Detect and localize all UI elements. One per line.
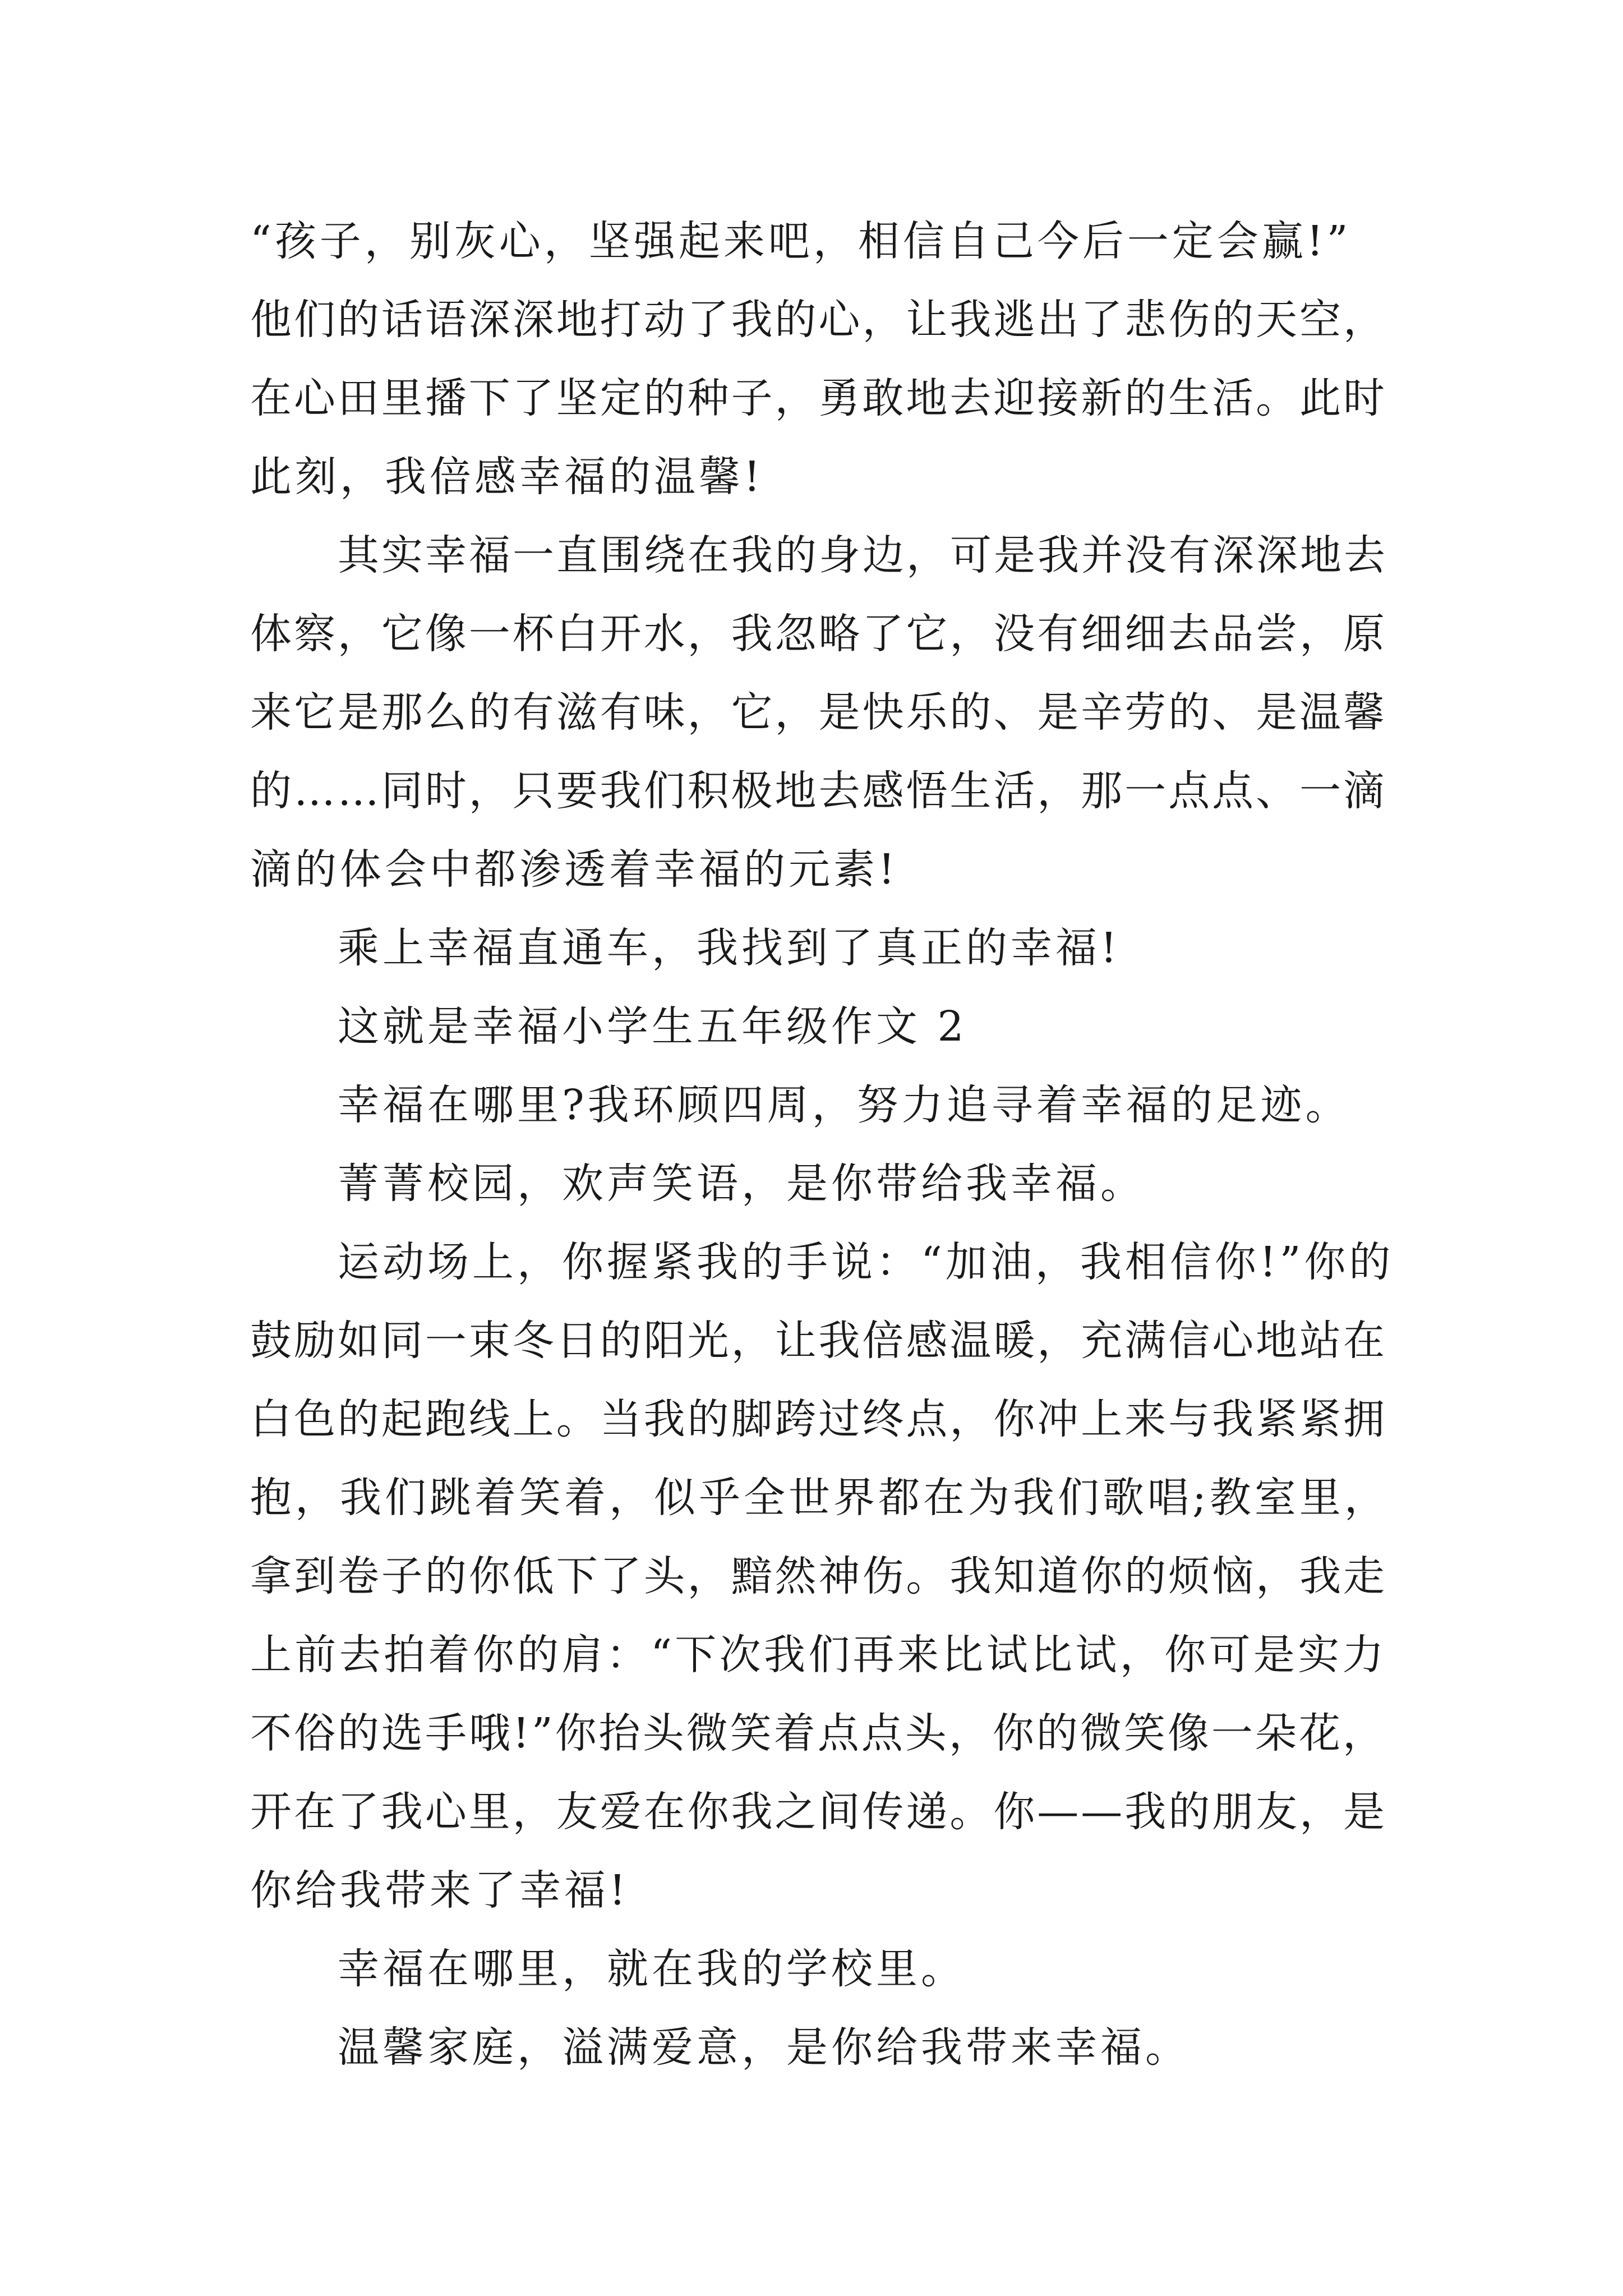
text-line: 不俗的选手哦!”你抬头微笑着点点头，你的微笑像一朵花， (250, 1709, 1387, 1757)
text-line: 在心田里播下了坚定的种子，勇敢地去迎接新的生活。此时 (250, 374, 1387, 422)
text-line: 拿到卷子的你低下了头，黯然神伤。我知道你的烦恼，我走 (250, 1552, 1387, 1600)
text-line: 幸福在哪里，就在我的学校里。 (338, 1945, 966, 1993)
text-line: 菁菁校园，欢声笑语，是你带给我幸福。 (338, 1159, 1145, 1208)
text-line: 此刻，我倍感幸福的温馨! (250, 453, 764, 501)
section-heading: 这就是幸福小学生五年级作文 2 (338, 1002, 967, 1051)
text-line: 抱，我们跳着笑着，似乎全世界都在为我们歌唱;教室里， (250, 1474, 1389, 1522)
text-line: 你给我带来了幸福! (250, 1866, 629, 1915)
text-line: 幸福在哪里?我环顾四周，努力追寻着幸福的足迹。 (338, 1081, 1350, 1129)
text-line: 滴的体会中都渗透着幸福的元素! (250, 845, 898, 894)
text-line: 的……同时，只要我们积极地去感悟生活，那一点点、一滴 (250, 767, 1387, 815)
essay-text-block (250, 202, 1394, 2087)
text-line: 开在了我心里，友爱在你我之间传递。你——我的朋友，是 (250, 1788, 1387, 1836)
text-line: 运动场上，你握紧我的手说：“加油，我相信你!”你的 (338, 1238, 1394, 1286)
text-line: “孩子，别灰心，坚强起来吧，相信自己今后一定会赢!” (250, 217, 1352, 265)
text-line: 乘上幸福直通车，我找到了真正的幸福! (338, 924, 1121, 972)
text-line: 其实幸福一直围绕在我的身边，可是我并没有深深地去 (338, 531, 1387, 579)
text-line: 温馨家庭，溢满爱意，是你给我带来幸福。 (338, 2023, 1190, 2072)
text-line: 鼓励如同一束冬日的阳光，让我倍感温暖，充满信心地站在 (250, 1317, 1387, 1365)
text-line: 来它是那么的有滋有味，它，是快乐的、是辛劳的、是温馨 (250, 688, 1387, 737)
text-line: 白色的起跑线上。当我的脚跨过终点，你冲上来与我紧紧拥 (250, 1395, 1387, 1443)
text-line: 他们的话语深深地打动了我的心，让我逃出了悲伤的天空， (250, 296, 1387, 344)
text-line: 体察，它像一杯白开水，我忽略了它，没有细细去品尝，原 (250, 610, 1387, 658)
text-line: 上前去拍着你的肩：“下次我们再来比试比试，你可是实力 (250, 1631, 1387, 1679)
